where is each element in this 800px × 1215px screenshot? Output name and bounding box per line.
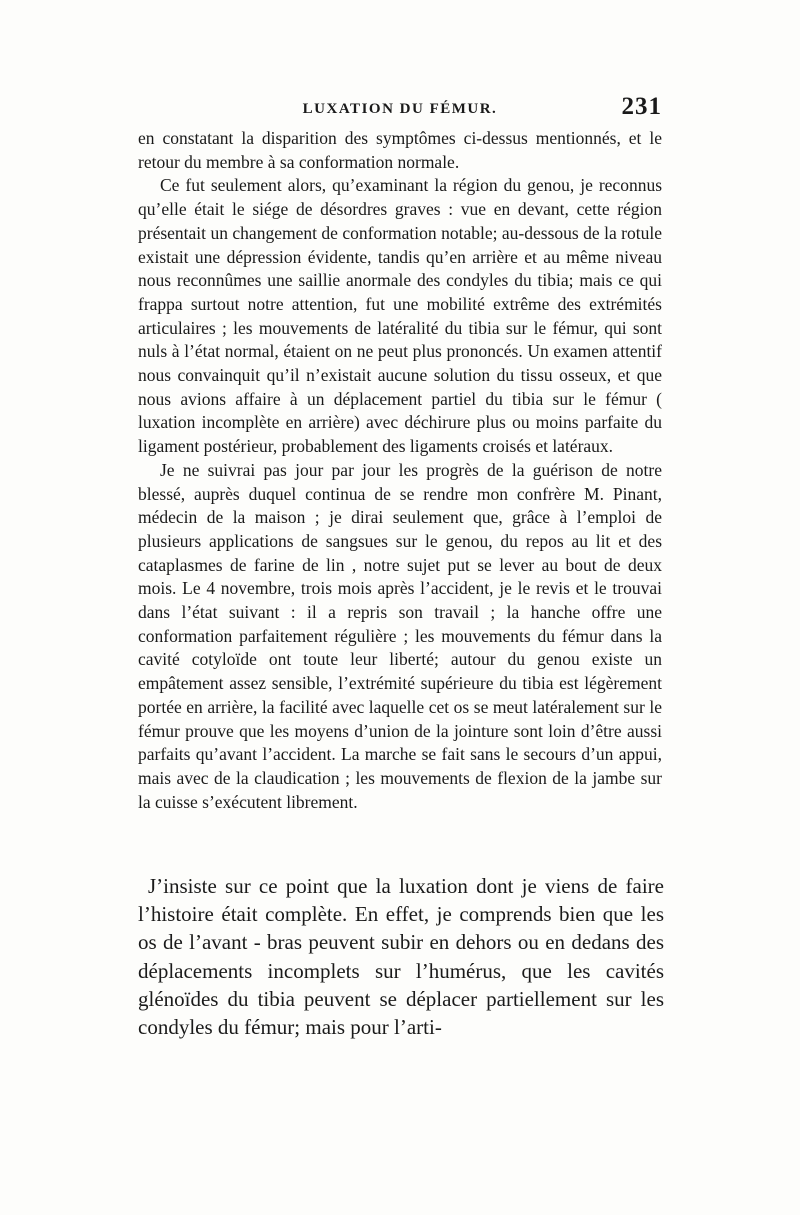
running-title: LUXATION DU FÉMUR. <box>302 101 498 117</box>
main-text-large <box>138 872 664 1041</box>
main-text <box>138 127 662 814</box>
paragraph-continuation: en constatant la disparition des symptômes ci-dessus mentionnés, et le retour du membre à sa conformation normale. <box>138 128 662 172</box>
running-head <box>138 93 662 123</box>
paragraph-complete-luxation: J’insiste sur ce point que la luxation dont je viens de faire l’histoire était complète. En effet, je comprends bien que les os de l’avant - bras peuvent subir en dehors ou en dedans des déplacements incomplets sur l’humérus, que les cavités glénoïdes du tibia peuvent se déplacer partiellement sur les condyles du fémur; mais pour l’arti- <box>138 874 664 1040</box>
page-number: 231 <box>621 93 662 120</box>
paragraph-recovery: Je ne suivrai pas jour par jour les progrès de la guérison de notre blessé, auprès duquel continua de se rendre mon confrère M. Pinant, médecin de la maison ; je dirai seulement que, grâce à l’emploi de plusieurs applications de sangsues sur le genou, du repos au lit et des cataplasmes de farine de lin , notre sujet put se lever au bout de deux mois. Le 4 novembre, trois mois après l’accident, je le revis et le trouvai dans l’état suivant : il a repris son travail ; la hanche offre une conformation parfaitement régulière ; les mouvements du fémur dans la cavité cotyloïde ont toute leur liberté; autour du genou existe un empâtement assez sensible, l’extrémité supérieure du tibia est légèrement portée en arrière, la facilité avec laquelle cet os se meut latéralement sur le fémur prouve que les moyens d’union de la jointure sont loin d’être aussi parfaits qu’avant l’accident. La marche se fait sans le secours d’un appui, mais avec de la claudication ; les mouvements de flexion de la jambe sur la cuisse s’exécutent librement. <box>138 459 662 812</box>
paragraph-knee-examination: Ce fut seulement alors, qu’examinant la région du genou, je reconnus qu’elle était le siége de désordres graves : vue en devant, cette région présentait un changement de conformation notable; au-dessous de la rotule existait une dépression évidente, tandis qu’en arrière et au même niveau nous reconnûmes une saillie anormale des condyles du tibia; mais ce qui frappa surtout notre attention, fut une mobilité extrême des extrémités articulaires ; les mouvements de latéralité du tibia sur le fémur, qui sont nuls à l’état normal, étaient on ne peut plus prononcés. Un examen attentif nous convainquit qu’il n’existait aucune solution du tissu osseux, et que nous avions affaire à un déplacement partiel du tibia sur le fémur ( luxation incomplète en arrière) avec déchirure plus ou moins parfaite du ligament postérieur, probablement des ligaments croisés et latéraux. <box>138 175 662 457</box>
